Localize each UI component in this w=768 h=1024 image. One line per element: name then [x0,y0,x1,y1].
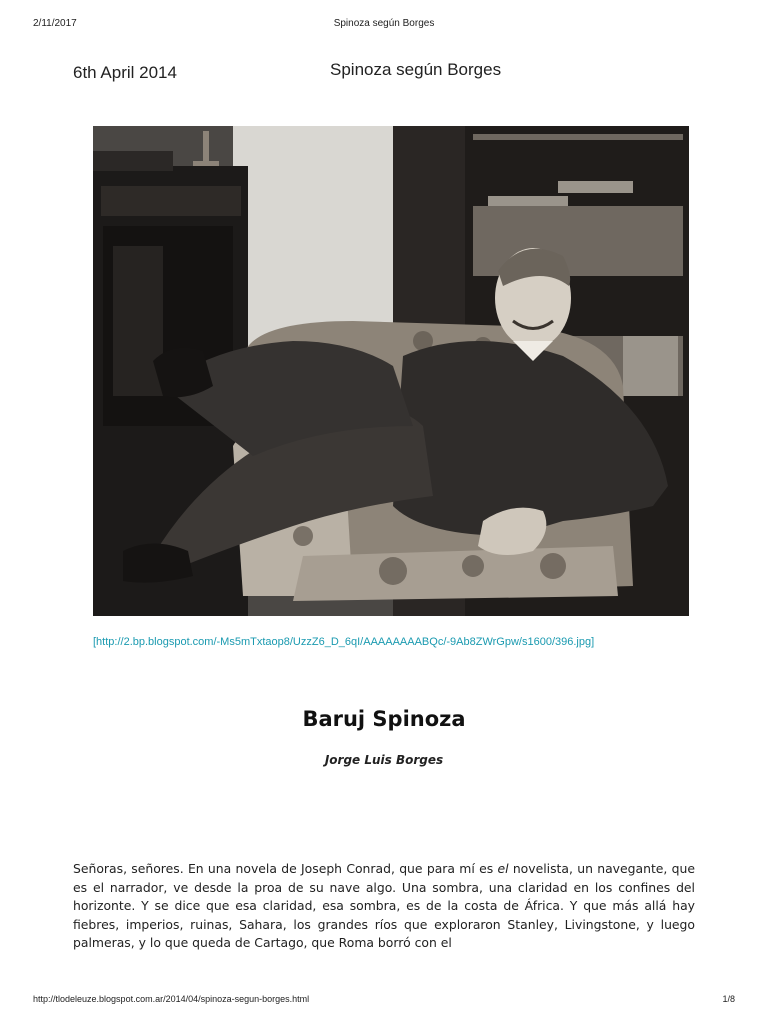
paragraph-emphasis: el [497,861,509,876]
image-source-link[interactable]: [http://2.bp.blogspot.com/-Ms5mTxtaop8/UzzZ6_D_6qI/AAAAAAAABQc/-9Ab8ZWrGpw/s1600/396.jpg] [93,636,595,648]
paragraph-text-end: novelista, un navegante, que es el narrador, ve desde la proa de su nave algo. Una sombra, una claridad en los confines del horizonte. Y se dice que esa claridad, esa sombra, es de la costa de África. Y que más allá hay fiebres, imperios, ruinas, Sahara, los grandes ríos que exploraron Stanley, Livingstone, y luego palmeras, y lo que queda de Cartago, que Roma borró con el [73,861,696,950]
post-date: 6th April 2014 [73,63,177,82]
borges-photo [93,126,689,616]
print-footer [0,994,768,1008]
paragraph-text-start: Señoras, señores. En una novela de Joseph Conrad, que para mí es [73,861,498,876]
print-document-title: Spinoza según Borges [333,18,435,29]
article-paragraph [73,860,695,953]
print-page-number: 1/8 [722,994,735,1004]
print-header [0,18,768,32]
article-author: Jorge Luis Borges [324,753,444,767]
post-title: Spinoza según Borges [330,60,502,79]
print-url: http://tlodeleuze.blogspot.com.ar/2014/04/spinoza-segun-borges.html [33,994,310,1004]
print-date: 2/11/2017 [33,18,77,29]
article-title: Baruj Spinoza [302,707,466,731]
